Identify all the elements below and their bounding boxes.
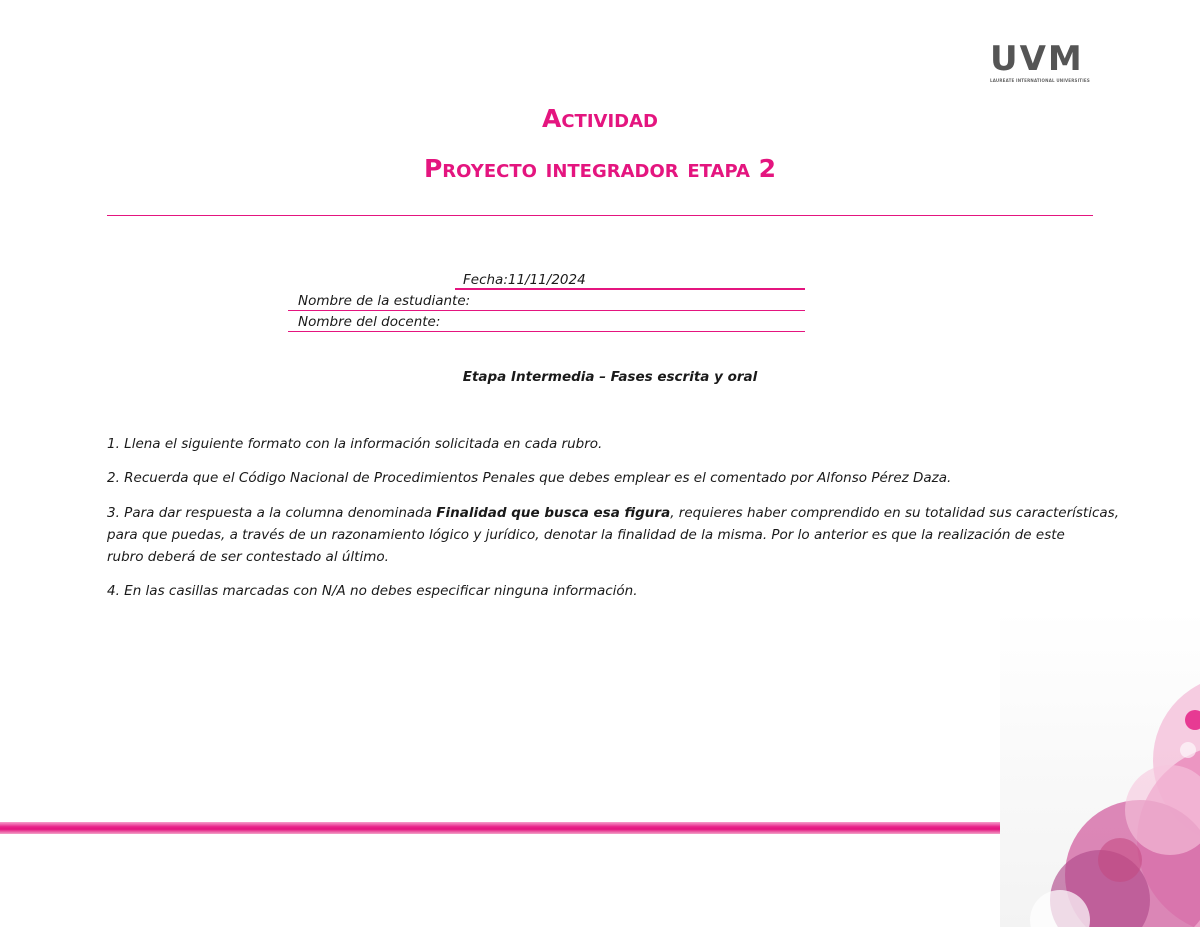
instruction-2: 2. Recuerda que el Código Nacional de Procedimientos Penales que debes emplear es el comentado por Alfonso Pérez Daza. [107,470,952,486]
instruction-3-line3: rubro deberá de ser contestado al último. [107,549,389,565]
logo-subtext: LAUREATE INTERNATIONAL UNIVERSITIES [990,78,1090,83]
student-name-label: Nombre de la estudiante: [298,293,471,309]
instruction-1: 1. Llena el siguiente formato con la información solicitada en cada rubro. [107,436,603,452]
uvm-logo [990,39,1090,86]
teacher-name-label: Nombre del docente: [298,314,441,330]
student-name-underline [288,310,805,311]
section-title: Etapa Intermedia – Fases escrita y oral [462,369,758,385]
decorative-bottom-bar [0,822,1062,834]
instruction-3-part2: , requieres haber comprendido en su totalidad sus características, [670,505,1119,521]
date-label: Fecha:11/11/2024 [463,272,586,288]
date-underline [455,288,805,290]
page-subtitle: Proyecto integrador etapa 2 [423,154,777,183]
instruction-3-line2: para que puedas, a través de un razonamiento lógico y jurídico, denotar la finalidad de la misma. Por lo anterior es que la realización de este [107,527,1065,543]
decorative-bubbles [1000,610,1200,927]
page-title: Actividad [542,104,658,133]
instruction-4: 4. En las casillas marcadas con N/A no debes especificar ninguna información. [107,583,638,599]
instruction-3 [107,502,1119,524]
instruction-3-emphasis: Finalidad que busca esa figura [436,505,671,521]
teacher-name-underline [288,331,805,332]
logo-text: UVM [990,39,1084,79]
instruction-3-part1: 3. Para dar respuesta a la columna denominada [107,505,437,521]
header-divider [107,215,1093,216]
